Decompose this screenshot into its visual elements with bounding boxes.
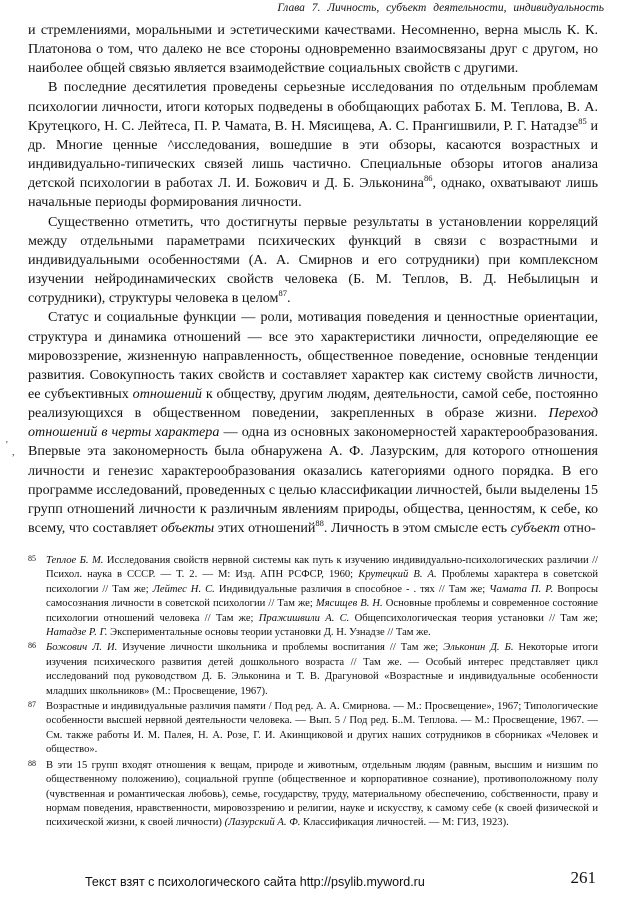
footnote-text: В эти 15 групп входят отношения к вещам, природе и животным, отдельным людям (равным, высшим и низшим по общественному положению), социальной группе (общественное и корпоративное сознание), противоположному полу (чувственная и романтическая любовь), семье, государству, труду, материальному обеспечению, собственности, праву и нормам поведения, нравственности, мировоззрению и религии, науке и искусству, к самому себе (к своей физической и психической жизни, к своей личности) [46,759,598,829]
running-header: Глава 7. Личность, субъект деятельности, индивидуальность [277,2,604,14]
p4-emphasis-subject: субъект [510,520,560,537]
footnote-text: Возрастные и индивидуальные различия памяти / Под ред. А. А. Смирнова. — М.: Просвещение», 1967; Типологические особенности высшей нервной деятельности человека. — Вып. 5 / Под ред. Б..М. Теплова. — М.: Просвещение, 1967. — См. также работы И. М. Палея, Н. А. Розе, Г. И. Акинщиковой и других наших сотрудников в сборниках «Человек и общество». [46,701,598,756]
footnote-text: Вопросы самосознания личности в советской психологии // Там же; [46,583,598,610]
footnote-text: Индивидуальные различия в способное - . тях // Там же; [214,583,490,595]
p3-text-b: . [286,290,291,307]
footnote-number: 85 [28,554,36,563]
footnote-text: Общепсихологическая теория установки // Там же; [349,612,599,624]
paragraph-1 [28,21,598,78]
footnote-text: Экспериментальные основы теории установки Д. Н. Узнадзе // Там же. [107,627,431,639]
scan-mark: ' [6,440,8,451]
main-text [28,21,598,538]
footnote-author: Лейтес Н. С. [152,583,215,595]
footnote-author: Пражишвили А. С. [258,612,350,624]
footnote-author: Чамата П. Р. [489,583,554,595]
footnote-author: Натадзе Р. Г. [46,627,108,639]
footnote-text: Основные проблемы и современное состояние психологии отношений человека // Там же; [46,598,598,624]
footnotes-section [28,554,598,832]
p4-text-c: — одна из основных закономерностей характерообразования. Впервые эта закономерность была обнаружена А. Ф. Лазурским, для которого отношения личности и генезис характерообразования оказались категориями одного порядка. В его программе исследований, проведенных с целью классификации личностей, были выделены 15 групп отношений личности к различным явлениям природы, общества, ценностям, к себе, ко всему, что составляет [28,424,598,537]
p4-emphasis-objects: объекты [160,520,215,537]
footnote-author: Мясищев В. Н. [315,598,383,610]
p4-emphasis-transition: Переход отношений в черты характера [28,405,598,441]
paragraph-2 [28,78,598,212]
p4-text-b: к обществу, другим людям, деятельности, самой себе, постоянно реализующихся в общественном поведении, закрепленных в образе жизни. [28,385,598,422]
footnote-ref-87[interactable]: 87 [278,288,287,299]
p2-text-b: и др. Многие ценные ^исследования, вошедшие в эти обзоры, касаются возрастных и индивидуально-типических связей лишь частично. Специальные обзоры итогов анализа детской психологии в работах Л. И. Божович и Д. Б. Эльконина [28,117,598,192]
p4-text-d: этих отношений [214,520,316,537]
footnote-86 [28,641,598,699]
p2-text-c: , однако, охватывают лишь начальные периоды формирования личности. [28,175,598,211]
footnote-author: (Лазурский А. Ф. [224,817,301,829]
footnote-85 [28,554,598,640]
footnote-text: Изучение личности школьника и проблемы воспитания // Там же; [117,642,444,654]
p4-text-a: Статус и социальные функции — роли, мотивация поведения и ценностные ориентации, структура и динамика отношений — все это характеристики личности, определяющие ее мировоззрение, жизненную направленность, общественное поведение, основные тенденции развития. Совокупность таких свойств и составляет характер как систему свойств личности, ее субъективных [28,309,598,402]
footnote-number: 87 [28,700,36,710]
p4-emphasis-relations: отношений [132,385,202,402]
paragraph-3 [28,213,598,309]
scan-mark-comma: , [12,447,15,458]
p4-text-f: отно- [559,520,596,537]
paragraph-1-text: и стремлениями, моральными и эстетическими качествами. Несомненно, верна мысль К. К. Платонова о том, что далеко не все стороны одновременно взаимосвязаны друг с другом, но наиболее общей связью является взаимодействие социальных свойств с другими. [28,22,598,77]
footnote-88 [28,759,598,831]
page-number: 261 [570,868,596,887]
source-site-link[interactable]: Текст взят с психологического сайта http://psylib.myword.ru [85,875,425,889]
footnote-author: Божович Л. И. [46,642,118,654]
footnote-number: 86 [28,641,36,651]
footnote-text: Некоторые итоги изучения психического развития детей дошкольного возраста // Там же. — Особый интерес представляет цикл исследований под руководством Д. Б. Эльконина и Т. В. Драгуновой «Возрастные и индивидуальные особенности младших школьников» (М.: Просвещение, 1967). [46,642,598,697]
footnote-author: Эльконин Д. Б. [443,642,514,654]
p4-text-e: . Личность в этом смысле есть [323,520,511,537]
footnote-text: Исследования свойств нервной системы как путь к изучению индивидуально-психологических различии // Психол. наука в СССР. — Т. 2. — М: Изд. АПН РСФСР, 1960; [46,555,598,581]
footnote-ref-85[interactable]: 85 [578,115,587,126]
footnote-text: Проблемы характера в советской психологии // Там же; [46,569,598,595]
footnote-author: Крутецкий В. А. [358,569,437,581]
footnote-text: Классификация личностей. — М: ГИЗ, 1923). [300,817,509,829]
footnote-ref-86[interactable]: 86 [423,173,433,184]
footnote-ref-88[interactable]: 88 [315,518,324,529]
p3-text-a: Существенно отметить, что достигнуты первые результаты в установлении корреляций между отдельными параметрами психических функций в связи с возрастными и индивидуальными особенностями (А. А. Смирнов и его сотрудники) при комплексном изучении нейродинамических свойств человека (Б. М. Теплов, В. Д. Небылицын и сотрудники), структуры человека в целом [28,213,598,307]
p2-text-a: В последние десятилетия проведены серьезные исследования по отдельным проблемам психологии личности, итоги которых подведены в обобщающих работах Б. М. Теплова, В. А. Крутецкого, Н. С. Лейтеса, П. Р. Чамата, В. Н. Мясищева, А. С. Прангишвили, Р. Г. Натадзе [28,79,598,134]
footnote-87 [28,700,598,758]
paragraph-4 [28,308,598,538]
footnote-author: Теплое Б. М. [46,555,104,566]
footnote-number: 88 [28,758,36,768]
page-footer [0,868,620,898]
